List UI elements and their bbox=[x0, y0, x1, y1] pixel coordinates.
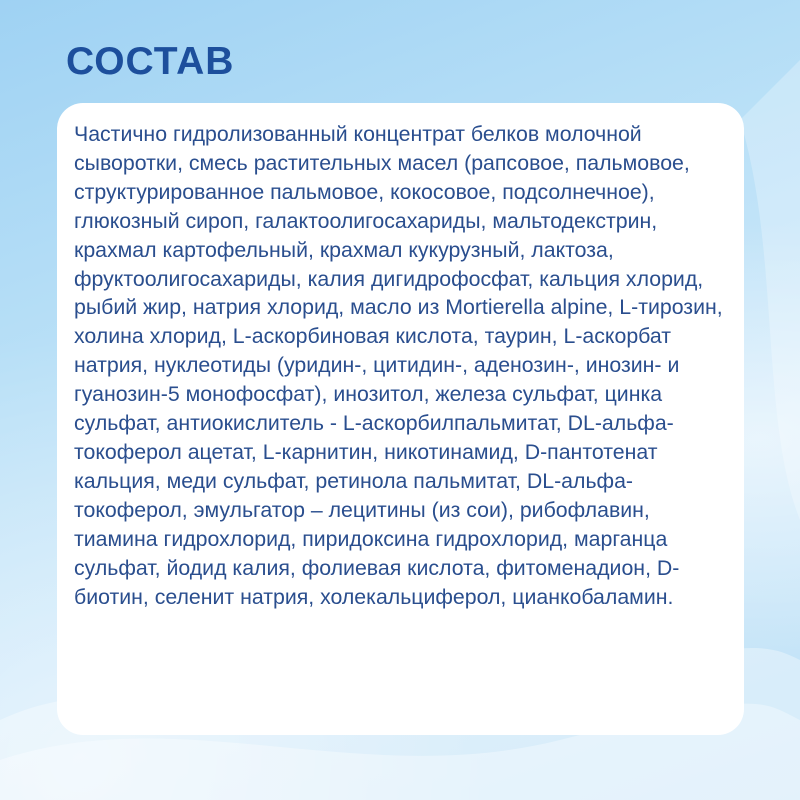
composition-card bbox=[57, 103, 744, 735]
composition-text: Частично гидролизованный концентрат белков молочной сыворотки, смесь растительных масел (рапсовое, пальмовое, структурированное пальмовое, кокосовое, подсолнечное), глюкозный сироп, галактоолигосахариды, мальтодекстрин, крахмал картофельный, крахмал кукурузный, лактоза, фруктоолигосахариды, калия дигидрофосфат, кальция хлорид, рыбий жир, натрия хлорид, масло из Mortierella alpine, L-тирозин, холина хлорид, L-аскорбиновая кислота, таурин, L-аскорбат натрия, нуклеотиды (уридин-, цитидин-, аденозин-, инозин- и гуанозин-5 монофосфат), инозитол, железа сульфат, цинка сульфат, антиокислитель - L-аскорбилпальмитат, DL-альфа-токоферол ацетат, L-карнитин, никотинамид, D-пантотенат кальция, меди сульфат, ретинола пальмитат, DL-альфа-токоферол, эмульгатор – лецитины (из сои), рибофлавин, тиамина гидрохлорид, пиридоксина гидрохлорид, марганца сульфат, йодид калия, фолиевая кислота, фитоменадион, D-биотин, селенит натрия, холекальциферол, цианкобаламин. bbox=[74, 122, 723, 609]
page-title: СОСТАВ bbox=[66, 40, 235, 83]
